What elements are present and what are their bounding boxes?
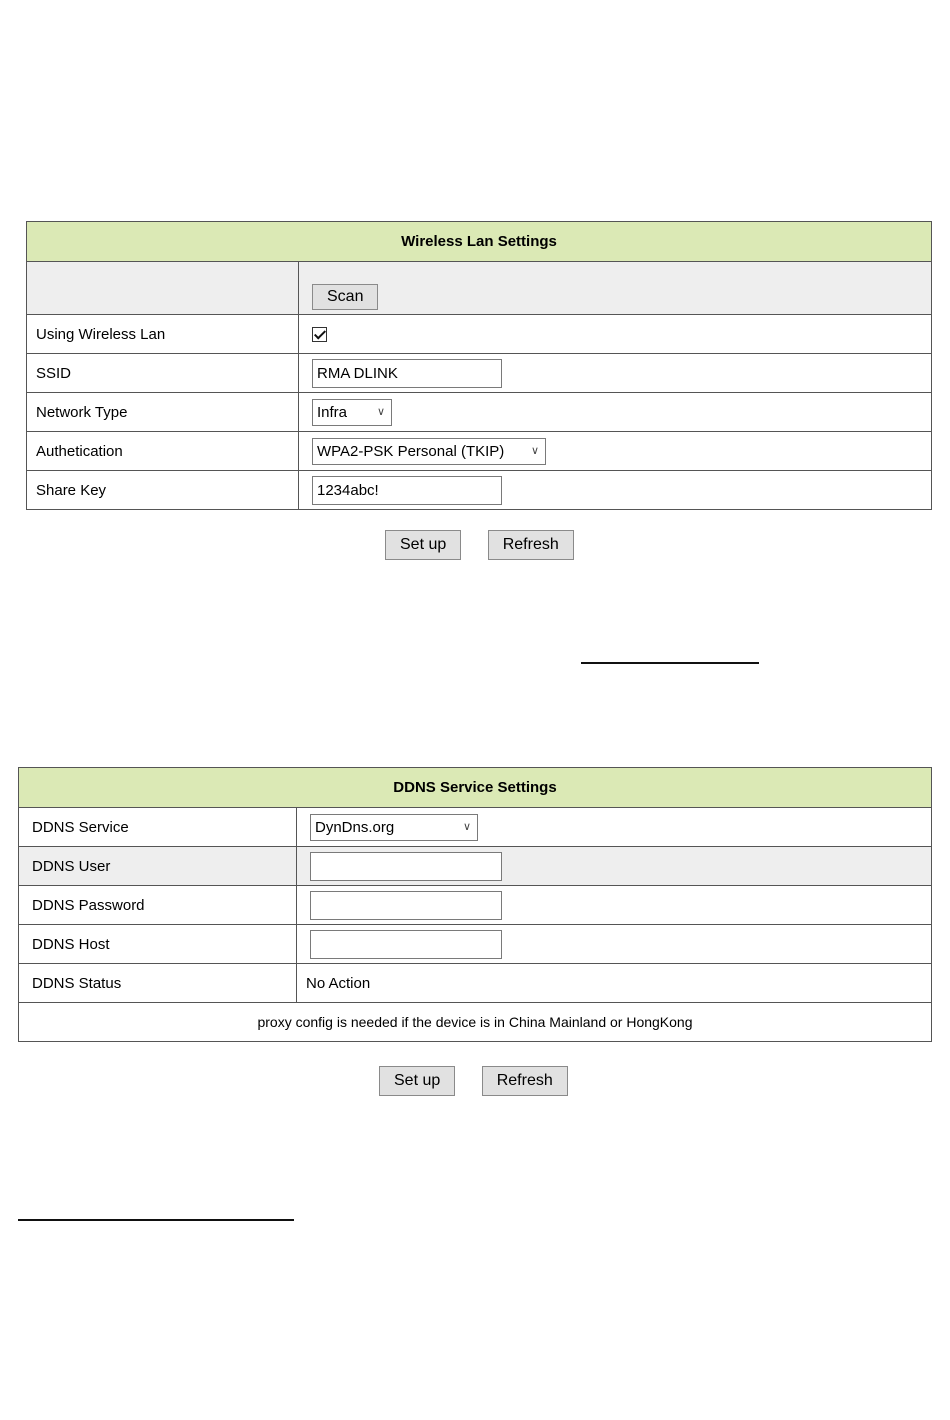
authentication-value: WPA2-PSK Personal (TKIP) [317, 442, 505, 460]
ddns-user-label: DDNS User [19, 847, 297, 886]
share-key-label: Share Key [27, 471, 299, 510]
ddns-refresh-button[interactable]: Refresh [482, 1066, 568, 1096]
ddns-service-value: DynDns.org [315, 818, 395, 836]
network-type-label: Network Type [27, 393, 299, 432]
network-type-select[interactable] [312, 399, 392, 426]
wireless-refresh-button[interactable]: Refresh [488, 530, 574, 560]
ddns-service-label: DDNS Service [19, 808, 297, 847]
ddns-button-row [379, 1066, 568, 1096]
wireless-panel-title: Wireless Lan Settings [27, 222, 932, 262]
authentication-label: Authetication [27, 432, 299, 471]
ddns-service-settings-panel [18, 767, 932, 1042]
ddns-password-input[interactable] [310, 891, 502, 920]
network-type-value: Infra [317, 403, 348, 421]
ddns-status-label: DDNS Status [19, 964, 297, 1003]
ddns-host-label: DDNS Host [19, 925, 297, 964]
proxy-note: proxy config is needed if the device is in China Mainland or HongKong [19, 1003, 932, 1042]
underline-divider [18, 1219, 294, 1221]
ddns-status-value: No Action [297, 964, 932, 1003]
wireless-lan-settings-panel [26, 221, 932, 510]
underline-divider [581, 662, 759, 664]
chevron-down-icon: ∨ [530, 444, 539, 457]
ddns-host-input[interactable] [310, 930, 502, 959]
using-wireless-lan-checkbox[interactable] [312, 327, 327, 342]
ddns-password-label: DDNS Password [19, 886, 297, 925]
ddns-panel-title: DDNS Service Settings [19, 768, 932, 808]
wireless-setup-button[interactable]: Set up [385, 530, 461, 560]
ssid-input[interactable] [312, 359, 502, 388]
ssid-label: SSID [27, 354, 299, 393]
ddns-setup-button[interactable]: Set up [379, 1066, 455, 1096]
share-key-input[interactable] [312, 476, 502, 505]
wireless-button-row [385, 530, 574, 560]
chevron-down-icon: ∨ [462, 820, 471, 833]
ddns-service-select[interactable] [310, 814, 478, 841]
scan-button[interactable]: Scan [312, 284, 378, 310]
ddns-user-input[interactable] [310, 852, 502, 881]
chevron-down-icon: ∨ [376, 405, 385, 418]
using-wireless-lan-label: Using Wireless Lan [27, 315, 299, 354]
authentication-select[interactable] [312, 438, 546, 465]
